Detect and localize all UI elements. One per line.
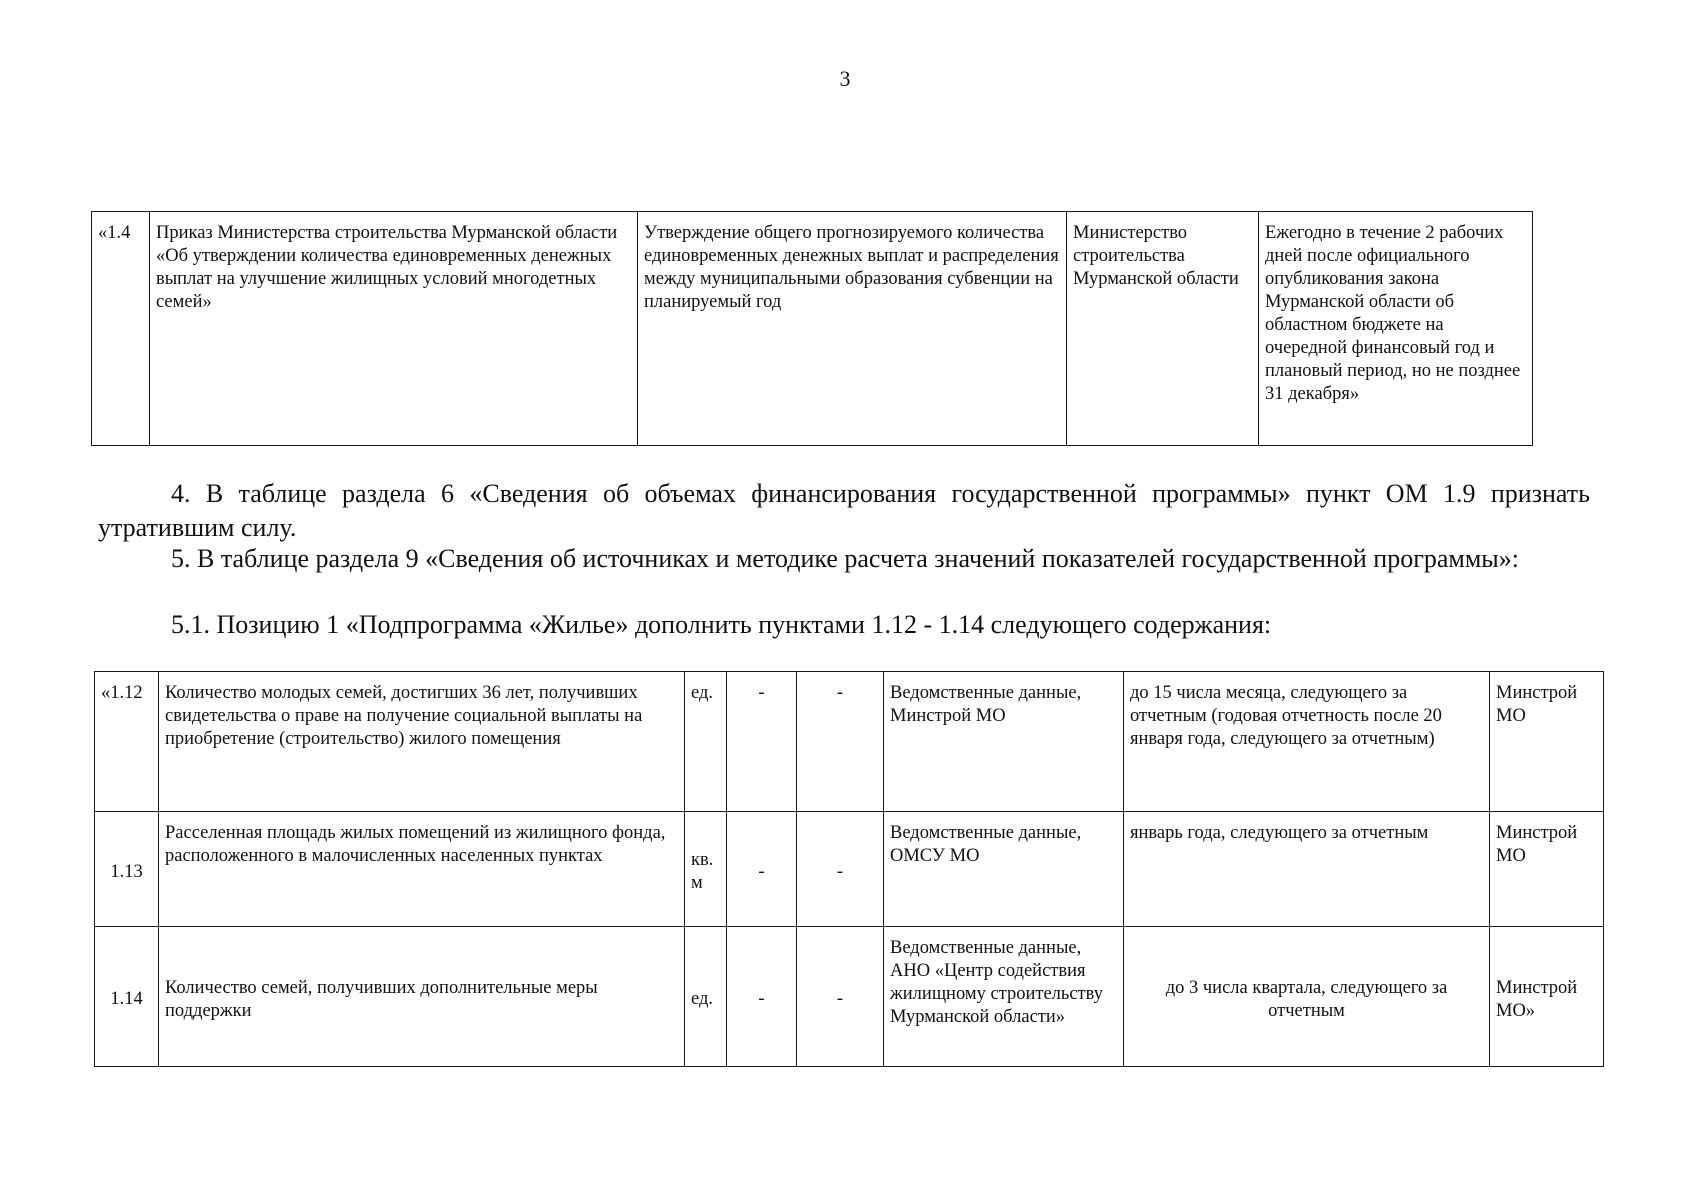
responsible: Минстрой МО» bbox=[1490, 927, 1604, 1067]
document-name: Приказ Министерства строительства Мурманской области «Об утверждении количества единовременных денежных выплат на улучшение жилищных условий многодетных семей» bbox=[150, 212, 638, 446]
reporting-period: до 3 числа квартала, следующего за отчетным bbox=[1124, 927, 1490, 1067]
row-number: 1.14 bbox=[95, 927, 159, 1067]
unit: ед. bbox=[685, 927, 727, 1067]
cell-dash: - bbox=[797, 927, 884, 1067]
indicators-table bbox=[94, 671, 1604, 1067]
paragraph-5: 5. В таблице раздела 9 «Сведения об источниках и методике расчета значений показателей государственной программы»: bbox=[171, 544, 1520, 573]
data-source: Ведомственные данные, ОМСУ МО bbox=[884, 812, 1124, 927]
cell-dash: - bbox=[797, 812, 884, 927]
row-number: 1.13 bbox=[95, 812, 159, 927]
reporting-period: до 15 числа месяца, следующего за отчетным (годовая отчетность после 20 января года, следующего за отчетным) bbox=[1124, 672, 1490, 812]
table-row bbox=[92, 212, 1533, 446]
row-number: «1.4 bbox=[92, 212, 150, 446]
cell-dash: - bbox=[727, 812, 797, 927]
indicator-name: Расселенная площадь жилых помещений из жилищного фонда, расположенного в малочисленных населенных пунктах bbox=[159, 812, 685, 927]
measures-table bbox=[91, 211, 1533, 446]
table-row bbox=[95, 812, 1604, 927]
data-source: Ведомственные данные, АНО «Центр содействия жилищному строительству Мурманской области» bbox=[884, 927, 1124, 1067]
unit: ед. bbox=[685, 672, 727, 812]
reporting-period: январь года, следующего за отчетным bbox=[1124, 812, 1490, 927]
page-number: 3 bbox=[839, 66, 851, 91]
cell-dash: - bbox=[727, 927, 797, 1067]
indicator-name: Количество семей, получивших дополнительные меры поддержки bbox=[159, 927, 685, 1067]
cell-dash: - bbox=[727, 672, 797, 812]
paragraph-5-1: 5.1. Позицию 1 «Подпрограмма «Жилье» дополнить пунктами 1.12 - 1.14 следующего содержания: bbox=[171, 610, 1272, 639]
unit: кв. м bbox=[685, 812, 727, 927]
indicator-name: Количество молодых семей, достигших 36 лет, получивших свидетельства о праве на получение социальной выплаты на приобретение (строительство) жилого помещения bbox=[159, 672, 685, 812]
deadline: Ежегодно в течение 2 рабочих дней после официального опубликования закона Мурманской области об областном бюджете на очередной финансовый год и плановый период, но не позднее 31 декабря» bbox=[1259, 212, 1533, 446]
document-content: Утверждение общего прогнозируемого количества единовременных денежных выплат и распределения между муниципальными образования субвенции на планируемый год bbox=[638, 212, 1067, 446]
responsible-executor: Министерство строительства Мурманской области bbox=[1067, 212, 1259, 446]
row-number: «1.12 bbox=[95, 672, 159, 812]
responsible: Минстрой МО bbox=[1490, 672, 1604, 812]
table-row bbox=[95, 672, 1604, 812]
responsible: Минстрой МО bbox=[1490, 812, 1604, 927]
data-source: Ведомственные данные, Минстрой МО bbox=[884, 672, 1124, 812]
paragraph-4: 4. В таблице раздела 6 «Сведения об объемах финансирования государственной программы» пункт ОМ 1.9 признать утратившим силу. bbox=[98, 479, 1590, 542]
cell-dash: - bbox=[797, 672, 884, 812]
table-row bbox=[95, 927, 1604, 1067]
